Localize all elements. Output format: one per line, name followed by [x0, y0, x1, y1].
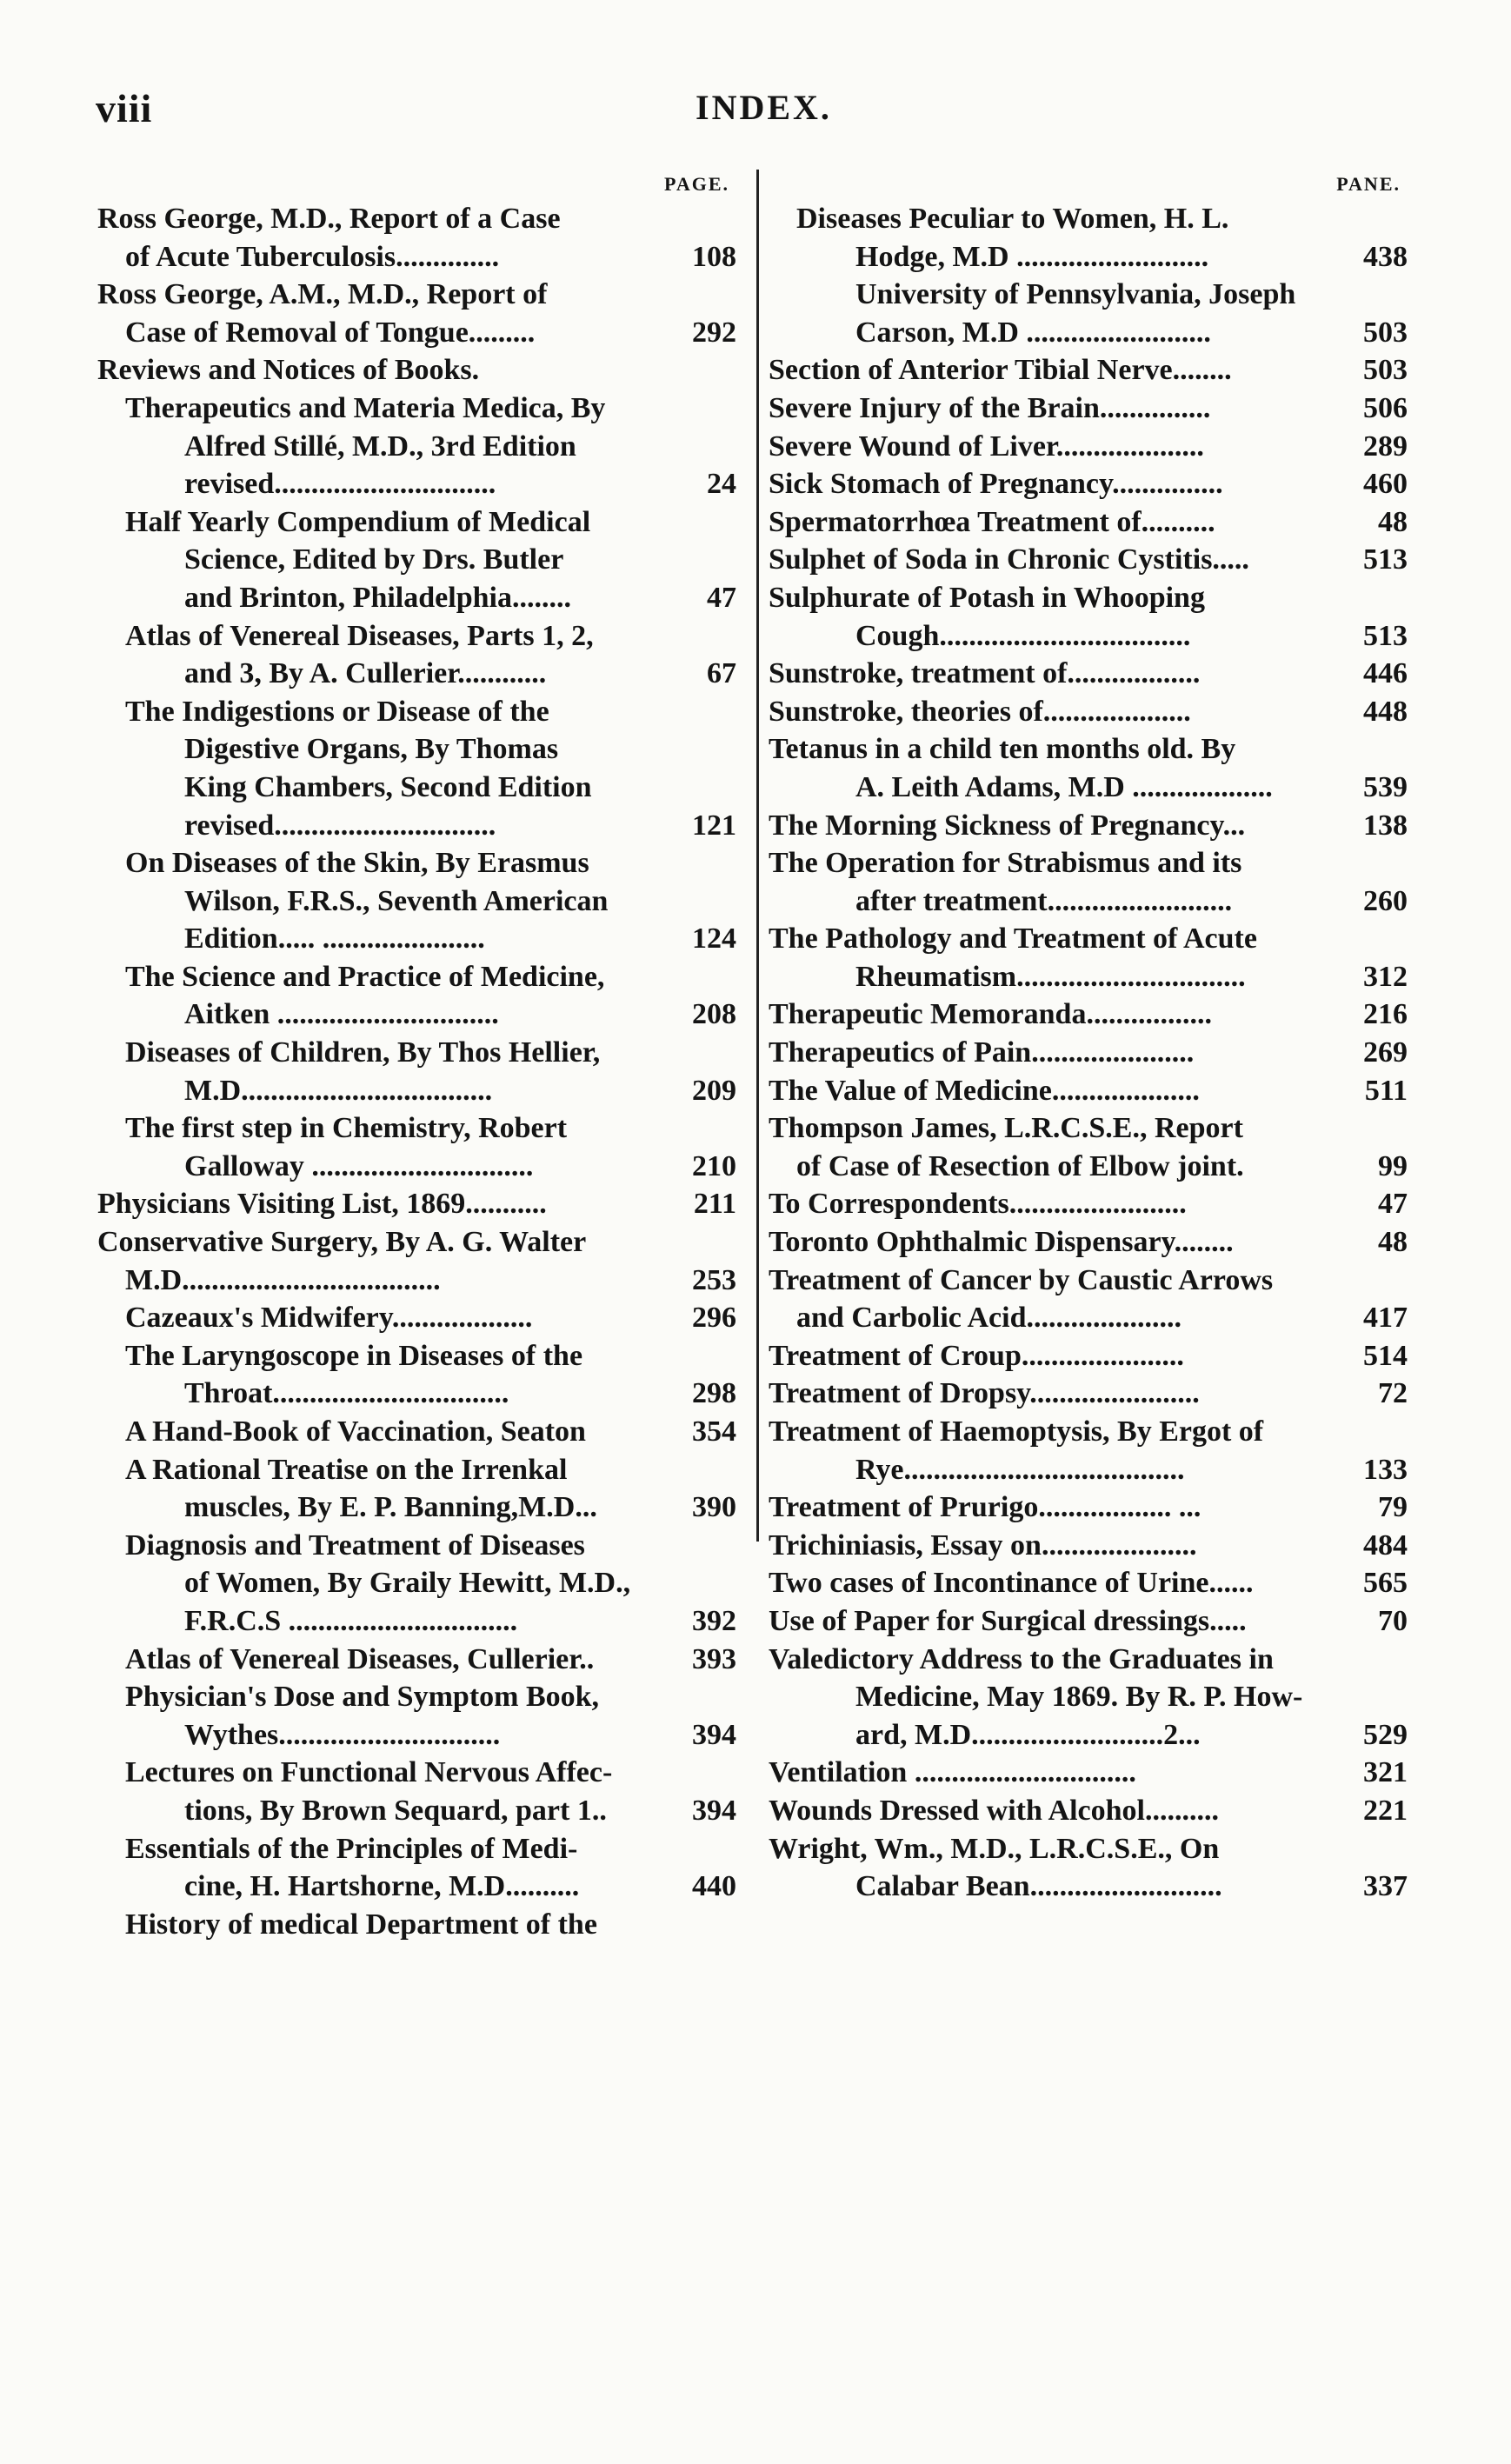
index-entry-line [97, 276, 736, 314]
index-entry-line [97, 1678, 736, 1716]
entry-text: Hodge, M.D .......................... [855, 240, 1209, 273]
entry-text: Wright, Wm., M.D., L.R.C.S.E., On [769, 1832, 1220, 1865]
page-number: 513 [1352, 617, 1408, 656]
page-number: 260 [1352, 882, 1408, 921]
index-entry-line [97, 1072, 736, 1110]
index-entry-line [769, 1072, 1408, 1110]
entry-text: of Women, By Graily Hewitt, M.D., [184, 1567, 631, 1600]
entry-text: Sulphurate of Potash in Whooping [769, 581, 1205, 614]
page-number: 48 [1352, 1223, 1408, 1262]
index-entry-line [97, 1792, 736, 1830]
entry-text: Diagnosis and Treatment of Diseases [125, 1528, 585, 1562]
entry-text: cine, H. Hartshorne, M.D.......... [184, 1870, 580, 1903]
index-entry-line [769, 1109, 1408, 1148]
index-entry-line [769, 920, 1408, 958]
entry-text: Throat................................ [184, 1377, 509, 1410]
entry-text: The Laryngoscope in Diseases of the [125, 1339, 583, 1372]
index-entry-line [97, 1564, 736, 1602]
index-entry-line [97, 617, 736, 656]
index-entry-line [769, 1830, 1408, 1868]
page-number: 529 [1352, 1716, 1408, 1755]
index-entry-line [97, 1830, 736, 1868]
index-entry-line [97, 503, 736, 542]
page-number: 484 [1352, 1527, 1408, 1565]
entry-text: M.D.................................. [184, 1074, 493, 1107]
index-entry-line [769, 1262, 1408, 1300]
page-number: 440 [681, 1868, 736, 1906]
index-entry-line [97, 390, 736, 428]
column-heading-page: PANE. [1336, 173, 1401, 195]
page-number: 514 [1352, 1337, 1408, 1375]
index-entry-line [769, 390, 1408, 428]
entry-text: of Case of Resection of Elbow joint. [796, 1149, 1244, 1182]
index-entry-line [769, 465, 1408, 503]
index-entry-line [769, 807, 1408, 845]
page-number: 124 [681, 920, 736, 958]
index-column-left [97, 174, 736, 1943]
index-entry-line [97, 1375, 736, 1413]
entry-text: The Indigestions or Disease of the [125, 695, 549, 728]
entry-text: revised.............................. [184, 468, 496, 501]
index-entry-line [769, 655, 1408, 693]
entry-text: Use of Paper for Surgical dressings..... [769, 1604, 1247, 1637]
entry-text: Conservative Surgery, By A. G. Walter [97, 1226, 587, 1259]
page-number: 446 [1352, 655, 1408, 693]
page-number: 298 [681, 1375, 736, 1413]
index-entry-line [769, 1337, 1408, 1375]
entry-text: Wounds Dressed with Alcohol.......... [769, 1794, 1219, 1827]
entry-text: Treatment of Dropsy....................... [769, 1377, 1200, 1410]
index-entry-line [97, 351, 736, 390]
index-entry-line [769, 1527, 1408, 1565]
index-entry-line [769, 1375, 1408, 1413]
index-entry-line [97, 730, 736, 769]
entry-text: Spermatorrhœa Treatment of.......... [769, 505, 1215, 538]
index-entry-line [97, 1034, 736, 1072]
entry-text: Treatment of Haemoptysis, By Ergot of [769, 1415, 1264, 1448]
index-entry-line [97, 1451, 736, 1489]
index-entry-line [769, 882, 1408, 921]
entry-text: Alfred Stillé, M.D., 3rd Edition [184, 430, 576, 463]
index-entry-line [97, 1527, 736, 1565]
entry-text: Treatment of Cancer by Caustic Arrows [769, 1263, 1274, 1296]
index-entry-line [769, 1148, 1408, 1186]
index-entry-line [769, 1792, 1408, 1830]
page-number: 211 [681, 1185, 736, 1223]
page-number: 269 [1352, 1034, 1408, 1072]
entry-text: ard, M.D..........................2... [855, 1718, 1201, 1751]
entry-text: tions, By Brown Sequard, part 1.. [184, 1794, 607, 1827]
entry-text: Cough.................................. [855, 619, 1191, 652]
index-entry-line [97, 428, 736, 466]
entry-text: Carson, M.D ......................... [855, 316, 1211, 349]
entry-text: revised.............................. [184, 809, 496, 842]
index-entry-line [97, 655, 736, 693]
index-entry-line [97, 882, 736, 921]
entry-text: Diseases of Children, By Thos Hellier, [125, 1036, 601, 1069]
page-number: 48 [1352, 503, 1408, 542]
entry-text: Valedictory Address to the Graduates in [769, 1642, 1274, 1675]
page-number: 321 [1352, 1754, 1408, 1792]
index-entry-line [97, 1299, 736, 1337]
index-entry-line [97, 1185, 736, 1223]
entry-text: The Operation for Strabismus and its [769, 847, 1242, 880]
page-number: 506 [1352, 390, 1408, 428]
page-number: 47 [681, 579, 736, 617]
entry-text: Thompson James, L.R.C.S.E., Report [769, 1112, 1243, 1145]
index-entry-line [769, 1034, 1408, 1072]
entry-text: Reviews and Notices of Books. [97, 354, 480, 387]
entry-text: Calabar Bean.......................... [855, 1870, 1222, 1903]
index-entry-line [97, 958, 736, 996]
index-entry-line [97, 1602, 736, 1641]
entry-text: Physicians Visiting List, 1869........... [97, 1188, 547, 1221]
page-number: 503 [1352, 351, 1408, 390]
page-number: 121 [681, 807, 736, 845]
page-number: 354 [681, 1413, 736, 1451]
entry-text: The Morning Sickness of Pregnancy... [769, 809, 1246, 842]
entry-text: Ross George, M.D., Report of a Case [97, 203, 561, 235]
page-number: 99 [1352, 1148, 1408, 1186]
page-number: 210 [681, 1148, 736, 1186]
entry-text: Aitken .............................. [184, 998, 499, 1031]
index-entry-line [97, 1262, 736, 1300]
entry-text: muscles, By E. P. Banning,M.D... [184, 1491, 597, 1524]
index-entry-line [769, 996, 1408, 1034]
entry-text: Cazeaux's Midwifery................... [125, 1302, 533, 1335]
entry-text: History of medical Department of the [125, 1908, 597, 1941]
page-number: 539 [1352, 769, 1408, 807]
index-entry-line [97, 1754, 736, 1792]
page-number: 393 [681, 1641, 736, 1679]
page-number: 337 [1352, 1868, 1408, 1906]
index-entry-line [97, 920, 736, 958]
index-entry-line [97, 693, 736, 731]
entry-text: Edition..... ...................... [184, 922, 485, 956]
index-entry-line [769, 1488, 1408, 1527]
page-number: 47 [1352, 1185, 1408, 1223]
index-column-right [769, 174, 1408, 1906]
entry-text: and Brinton, Philadelphia........ [184, 581, 571, 614]
index-entry-line [97, 1109, 736, 1148]
index-entry-line [769, 617, 1408, 656]
page-number: 565 [1352, 1564, 1408, 1602]
index-entry-line [769, 1678, 1408, 1716]
entry-text: Medicine, May 1869. By R. P. How- [855, 1681, 1303, 1714]
entry-text: Wilson, F.R.S., Seventh American [184, 884, 609, 917]
page-number: 138 [1352, 807, 1408, 845]
index-entry-line [769, 200, 1408, 238]
entry-text: Diseases Peculiar to Women, H. L. [796, 203, 1229, 235]
page-number: 253 [681, 1262, 736, 1300]
index-entry-line [97, 465, 736, 503]
entry-text: Case of Removal of Tongue......... [125, 316, 536, 349]
entry-text: The Pathology and Treatment of Acute [769, 922, 1257, 956]
entry-text: The Value of Medicine.................... [769, 1074, 1200, 1107]
page-number: 208 [681, 996, 736, 1034]
entry-text: Severe Injury of the Brain............... [769, 391, 1211, 424]
page-number: 392 [681, 1602, 736, 1641]
entry-text: Ventilation .............................. [769, 1756, 1136, 1789]
entry-text: Trichiniasis, Essay on..................... [769, 1528, 1197, 1562]
entry-text: Section of Anterior Tibial Nerve........ [769, 354, 1232, 387]
entry-text: Therapeutic Memoranda................. [769, 998, 1212, 1031]
index-entry-line [97, 1641, 736, 1679]
index-entry-line [769, 730, 1408, 769]
index-entry-line [769, 1868, 1408, 1906]
index-entry-line [769, 276, 1408, 314]
page-number: 394 [681, 1716, 736, 1755]
page-number: 448 [1352, 693, 1408, 731]
page-number: 312 [1352, 958, 1408, 996]
index-entry-line [97, 314, 736, 352]
page-folio: viii [96, 86, 153, 130]
index-entry-line [97, 1337, 736, 1375]
index-entry-line [97, 807, 736, 845]
entry-text: A. Leith Adams, M.D ................... [855, 770, 1273, 803]
column-divider [756, 170, 759, 1542]
entry-text: of Acute Tuberculosis.............. [125, 240, 500, 273]
entry-text: after treatment......................... [855, 884, 1233, 917]
page-number: 209 [681, 1072, 736, 1110]
entry-text: The first step in Chemistry, Robert [125, 1112, 568, 1145]
entry-text: Ross George, A.M., M.D., Report of [97, 278, 548, 311]
page-number: 390 [681, 1488, 736, 1527]
page-number: 133 [1352, 1451, 1408, 1489]
page-number: 24 [681, 465, 736, 503]
index-entry-line [769, 1641, 1408, 1679]
index-entry-line [769, 1716, 1408, 1755]
entry-text: Toronto Ophthalmic Dispensary........ [769, 1226, 1234, 1259]
page-number: 221 [1352, 1792, 1408, 1830]
entry-text: Sunstroke, treatment of.................. [769, 657, 1201, 690]
index-entry-line [97, 1413, 736, 1451]
index-entry-line [97, 541, 736, 579]
entry-text: Half Yearly Compendium of Medical [125, 505, 591, 538]
index-entry-line [97, 1716, 736, 1755]
entry-text: Treatment of Croup...................... [769, 1339, 1184, 1372]
index-entry-line [769, 1564, 1408, 1602]
page-number: 438 [1352, 238, 1408, 276]
entry-text: M.D................................... [125, 1263, 441, 1296]
index-entry-line [769, 1451, 1408, 1489]
index-entry-line [97, 1223, 736, 1262]
entry-text: Wythes.............................. [184, 1718, 501, 1751]
index-entry-line [769, 351, 1408, 390]
page-number: 513 [1352, 541, 1408, 579]
entry-text: Physician's Dose and Symptom Book, [125, 1681, 600, 1714]
index-entry-line [769, 1754, 1408, 1792]
entry-text: Digestive Organs, By Thomas [184, 733, 559, 766]
entry-text: Two cases of Incontinance of Urine...... [769, 1567, 1254, 1600]
index-entry-line [769, 1413, 1408, 1451]
entry-text: King Chambers, Second Edition [184, 770, 592, 803]
index-entry-line [769, 541, 1408, 579]
entry-text: Therapeutics of Pain...................... [769, 1036, 1195, 1069]
index-entry-line [97, 238, 736, 276]
index-entry-line [769, 693, 1408, 731]
page-number: 503 [1352, 314, 1408, 352]
page-number: 108 [681, 238, 736, 276]
page-number: 417 [1352, 1299, 1408, 1337]
index-entry-line [769, 503, 1408, 542]
entry-text: Therapeutics and Materia Medica, By [125, 391, 606, 424]
entry-text: Tetanus in a child ten months old. By [769, 733, 1236, 766]
index-entry-line [769, 1602, 1408, 1641]
index-entry-line [97, 1868, 736, 1906]
entry-text: Severe Wound of Liver.................... [769, 430, 1204, 463]
page-number: 79 [1352, 1488, 1408, 1527]
entry-text: Essentials of the Principles of Medi- [125, 1832, 578, 1865]
entry-text: Sick Stomach of Pregnancy............... [769, 468, 1223, 501]
index-entry-line [97, 769, 736, 807]
page-header [96, 85, 1415, 137]
index-entry-line [97, 1906, 736, 1944]
page-number: 67 [681, 655, 736, 693]
entry-text: A Hand-Book of Vaccination, Seaton [125, 1415, 586, 1448]
page-number: 511 [1352, 1072, 1408, 1110]
entry-text: To Correspondents........................ [769, 1188, 1187, 1221]
entry-text: The Science and Practice of Medicine, [125, 960, 605, 993]
page-number: 70 [1352, 1602, 1408, 1641]
entry-text: and Carbolic Acid..................... [796, 1302, 1182, 1335]
index-entry-line [769, 844, 1408, 882]
index-entry-line [769, 769, 1408, 807]
entry-text: Atlas of Venereal Diseases, Cullerier.. [125, 1642, 595, 1675]
entry-text: Sulphet of Soda in Chronic Cystitis..... [769, 543, 1249, 576]
page-number: 289 [1352, 428, 1408, 466]
page-number: 296 [681, 1299, 736, 1337]
entry-text: and 3, By A. Cullerier............ [184, 657, 547, 690]
entry-text: University of Pennsylvania, Joseph [855, 278, 1296, 311]
entry-text: Science, Edited by Drs. Butler [184, 543, 564, 576]
index-entry-line [769, 958, 1408, 996]
index-entry-line [97, 1148, 736, 1186]
index-entry-line [97, 1488, 736, 1527]
page-number: 394 [681, 1792, 736, 1830]
entry-text: Atlas of Venereal Diseases, Parts 1, 2, [125, 619, 594, 652]
index-entry-line [769, 1223, 1408, 1262]
index-entry-line [97, 996, 736, 1034]
entry-text: Sunstroke, theories of.................... [769, 695, 1191, 728]
entry-text: Lectures on Functional Nervous Affec- [125, 1756, 613, 1789]
column-heading-page: PAGE. [664, 173, 729, 195]
index-entry-line [769, 428, 1408, 466]
entry-text: Rheumatism............................... [855, 960, 1246, 993]
page-title: INDEX. [696, 88, 832, 127]
index-entry-line [769, 579, 1408, 617]
index-entry-line [769, 1299, 1408, 1337]
entry-text: Rye...................................... [855, 1453, 1185, 1486]
page-number: 216 [1352, 996, 1408, 1034]
index-entry-line [769, 238, 1408, 276]
entry-text: Treatment of Prurigo.................. ... [769, 1491, 1201, 1524]
page-number: 460 [1352, 465, 1408, 503]
index-entry-line [769, 1185, 1408, 1223]
entry-text: Galloway .............................. [184, 1149, 534, 1182]
index-entry-line [97, 579, 736, 617]
index-entry-line [97, 200, 736, 238]
page-number: 72 [1352, 1375, 1408, 1413]
index-entry-line [97, 844, 736, 882]
page-number: 292 [681, 314, 736, 352]
entry-text: A Rational Treatise on the Irrenkal [125, 1453, 568, 1486]
entry-text: F.R.C.S ............................... [184, 1604, 518, 1637]
entry-text: On Diseases of the Skin, By Erasmus [125, 847, 589, 880]
index-entry-line [769, 314, 1408, 352]
